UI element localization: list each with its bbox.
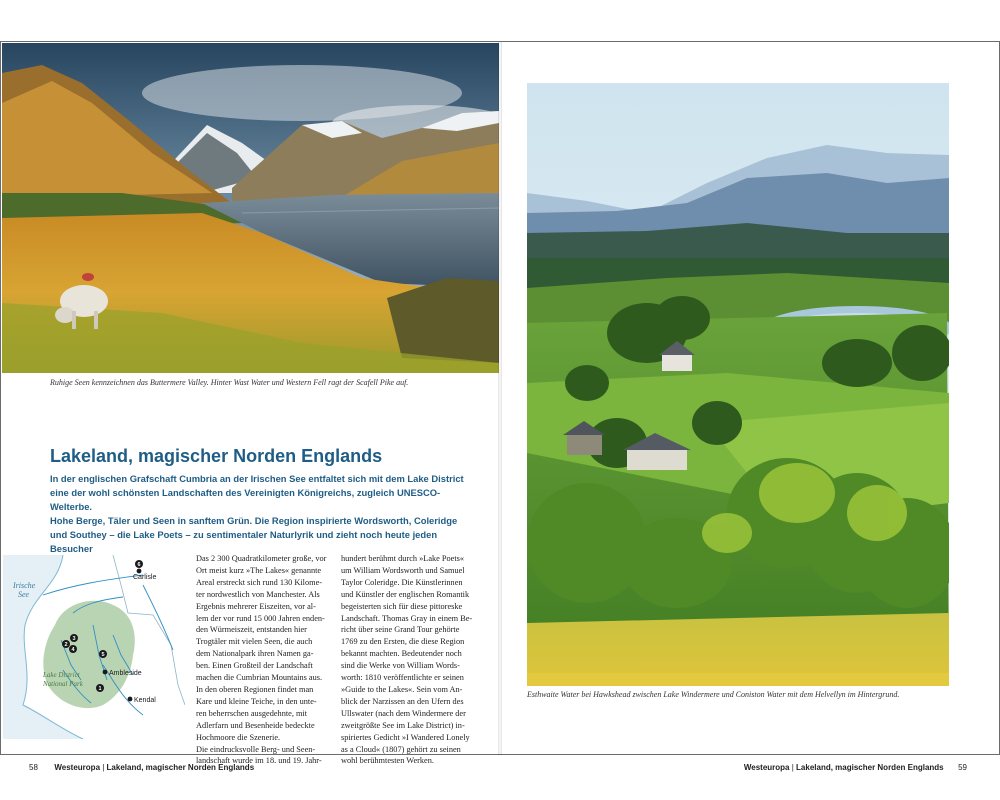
footer-chapter: Lakeland, magischer Norden Englands: [106, 763, 255, 772]
body-line: sind die Werke von William Words-: [341, 661, 460, 671]
map-marker-1: [96, 684, 104, 692]
footer-separator: |: [789, 763, 797, 772]
body-line: spiriertes Gedicht »I Wandered Lonely: [341, 732, 470, 742]
svg-text:3: 3: [72, 636, 76, 642]
footer-separator: |: [100, 763, 107, 772]
svg-text:2: 2: [64, 642, 68, 648]
footer-section: Westeuropa: [54, 763, 101, 772]
map-sea-label: See: [18, 590, 30, 599]
body-line: richt über seine Grand Tour gehörte: [341, 625, 460, 635]
body-line: Trogtäler mit vielen Seen, die auch: [196, 637, 313, 647]
body-line: den Würmeiszeit, entstanden hier: [196, 625, 307, 635]
body-line: um William Wordsworth und Samuel: [341, 565, 465, 575]
body-line: wohl berühmtesten Werken.: [341, 756, 434, 766]
body-line: as a Cloud« (1807) gehört zu seinen: [341, 744, 461, 754]
body-line: Adlerfarn und Besenheide bedeckte: [196, 720, 315, 730]
map-marker-3: [70, 634, 78, 642]
body-line: dem Nationalpark ihren Namen ga-: [196, 649, 314, 659]
lead-line: In der englischen Grafschaft Cumbria an der Irischen See entfaltet sich mit dem Lake District: [50, 473, 464, 484]
body-line: Taylor Coleridge. Die Künstlerinnen: [341, 577, 463, 587]
svg-text:Ambleside: Ambleside: [109, 670, 142, 677]
svg-text:4: 4: [71, 647, 75, 653]
lake-district-map: [3, 555, 185, 739]
body-line: Ort meist kurz »The Lakes« genannte: [196, 565, 322, 575]
footer-section: Westeuropa: [743, 763, 790, 772]
body-line: lem der vor rund 15 000 Jahren enden-: [196, 613, 325, 623]
body-line: In den oberen Regionen findet man: [196, 684, 314, 694]
map-marker-5: [99, 650, 107, 658]
svg-text:6: 6: [137, 562, 141, 568]
body-line: worth: 1810 veröffentlichte er seinen: [341, 673, 464, 683]
body-line: begeisterten sich für diese pittoreske: [341, 601, 463, 611]
body-line: blick der Narzissen an den Ufern des: [341, 696, 464, 706]
map-park-label: Lake District: [43, 671, 80, 679]
photo-caption-left: Ruhige Seen kennzeichnen das Buttermere Valley. Hinter Wast Water und Western Fell ragt der Scafell Pike auf.: [50, 378, 409, 387]
photo-caption-right: Esthwaite Water bei Hawkshead zwischen Lake Windermere und Coniston Water mit dem Helvellyn im Hintergrund.: [527, 690, 900, 699]
svg-text:5: 5: [101, 652, 105, 658]
left-page: [0, 42, 500, 772]
body-line: Areal erstreckt sich rund 130 Kilome-: [196, 577, 323, 587]
body-line: bekannt machten. Bedeutender noch: [341, 649, 462, 659]
footer-chapter: Lakeland, magischer Norden Englands: [796, 763, 944, 772]
lead-line: eine der wohl schönsten Landschaften des Vereinigten Königreichs, zugleich UNESCO-Welterbe.: [50, 487, 441, 512]
body-line: 1769 zu den Ersten, die diese Region: [341, 637, 465, 647]
body-line: landschaft wurde im 18. und 19. Jahr-: [196, 756, 322, 766]
body-line: Hochmoore die Szenerie.: [196, 732, 281, 742]
footer-right: [744, 763, 967, 772]
page-number: 58: [29, 763, 38, 772]
map-marker-2: [62, 640, 70, 648]
article-title: Lakeland, magischer Norden Englands: [50, 446, 383, 466]
body-line: zweitgrößte See im Lake District) in-: [341, 720, 465, 730]
body-line: ben. Einen Großteil der Landschaft: [196, 661, 313, 671]
body-line: ter nordwestlich von Manchester. Als: [196, 589, 320, 599]
lead-line: Hohe Berge, Täler und Seen in sanftem Grün. Die Region inspirierte Wordsworth, Coleridge: [50, 515, 458, 526]
body-line: hundert berühmt durch »Lake Poets«: [341, 554, 465, 563]
footer-left: [29, 763, 254, 772]
body-column-1: [196, 553, 332, 767]
lead-line: und Southey – die Lake Poets – zu sentimentaler Naturlyrik und zieht noch heute jeden Besucher: [50, 529, 438, 554]
body-line: und Künstler der englischen Romantik: [341, 589, 470, 599]
body-line: Ergebnis mehrerer Eiszeiten, vor al-: [196, 601, 316, 611]
body-line: ren beherrschen ausgedehnte, mit: [196, 708, 308, 718]
svg-text:Kendal: Kendal: [134, 697, 156, 704]
body-line: Kare und kleine Teiche, in den unte-: [196, 696, 317, 706]
map-town-ambleside: [103, 670, 142, 677]
body-line: Das 2 300 Quadratkilometer große, vor: [196, 554, 327, 563]
map-marker-6: [135, 560, 143, 568]
map-marker-4: [69, 645, 77, 653]
body-line: Ullswater (nach dem Windermere der: [341, 708, 466, 718]
body-column-2: [341, 553, 477, 767]
body-line: machen die Cumbrian Mountains aus.: [196, 673, 323, 683]
svg-text:1: 1: [98, 686, 102, 692]
page-number: 59: [958, 763, 967, 772]
map-park-label: National Park: [43, 680, 83, 688]
body-line: »Guide to the Lakes«. Sein vom An-: [341, 684, 463, 694]
svg-text:Carlisle: Carlisle: [133, 574, 157, 581]
photo-buttermere-valley: [2, 43, 499, 373]
map-sea-label: Irische: [13, 581, 36, 590]
body-line: Landschaft. Thomas Gray in einem Be-: [341, 613, 473, 623]
photo-esthwaite-water: [527, 83, 949, 686]
body-line: Die eindrucksvolle Berg- und Seen-: [196, 744, 316, 754]
